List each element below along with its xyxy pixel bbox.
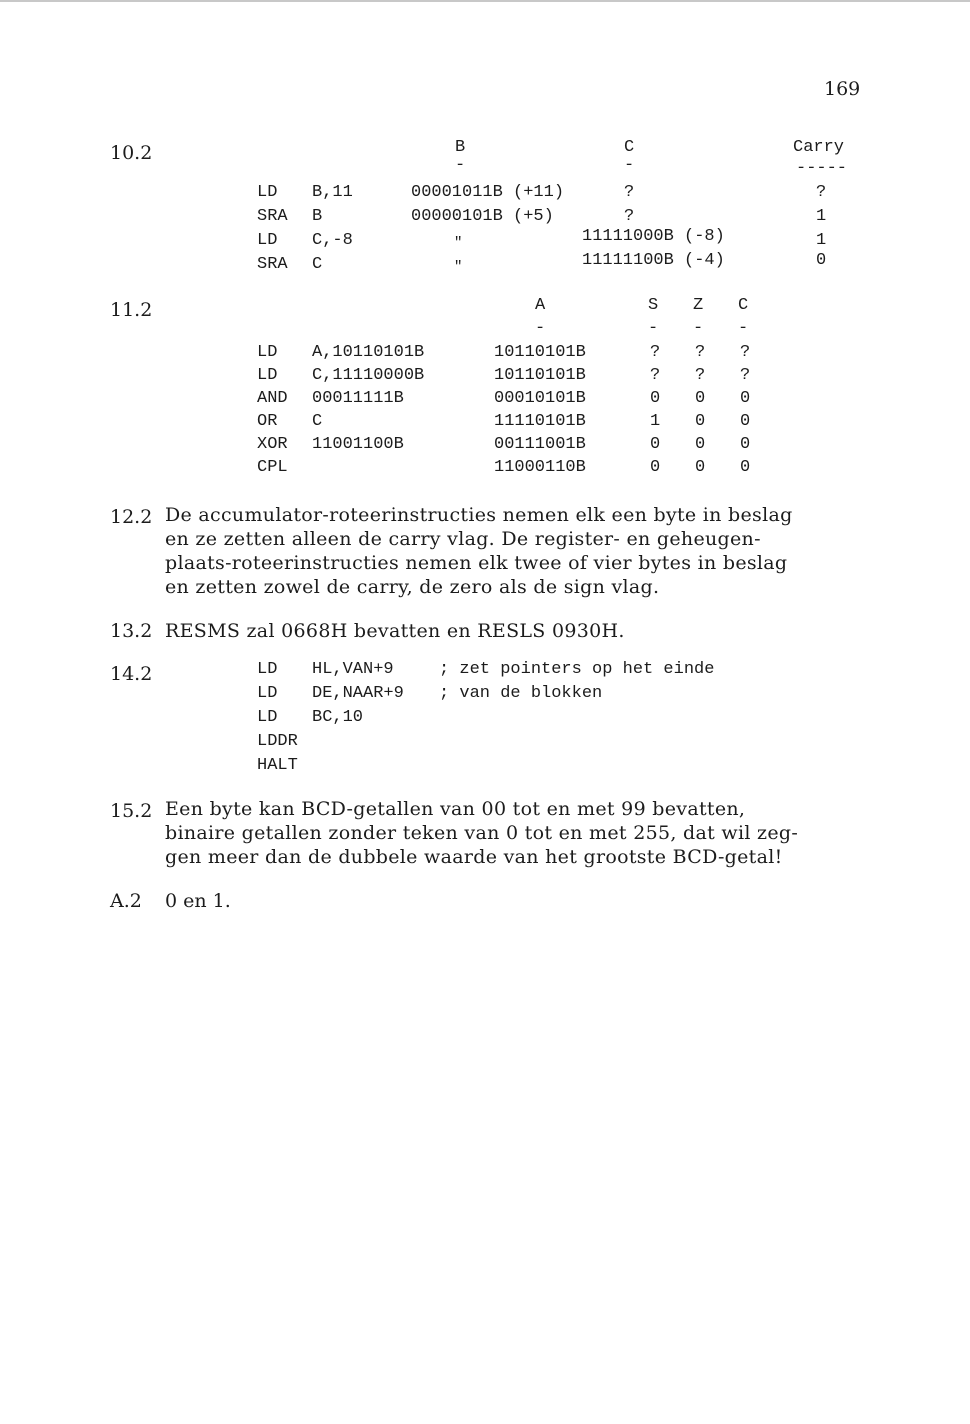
s10-row-3-op: LD <box>257 231 278 250</box>
section-14-2-number: 14.2 <box>110 663 153 685</box>
s11-row-3-arg: 00011111B <box>312 389 404 408</box>
header-b-underline: - <box>455 156 466 175</box>
s11-row-2-arg: C,11110000B <box>312 366 425 385</box>
top-edge-line <box>0 0 970 2</box>
s11-row-2-op: LD <box>257 366 278 385</box>
s11-row-3-z: 0 <box>695 389 706 408</box>
s14-row-5-op: HALT <box>257 756 298 775</box>
header-b: B <box>455 138 466 157</box>
s14-row-3-arg: BC,10 <box>312 708 364 727</box>
s10-row-4-carry: 0 <box>816 251 827 270</box>
header-c-underline: - <box>624 156 635 175</box>
s11-row-6-c: 0 <box>740 458 751 477</box>
s11-row-2-c: ? <box>740 366 751 385</box>
s12-line-1: De accumulator-roteerinstructies nemen elk een byte in beslag <box>165 504 793 526</box>
s11-row-5-c: 0 <box>740 435 751 454</box>
header-z-underline: - <box>693 319 704 338</box>
s11-row-2-s: ? <box>650 366 661 385</box>
header-z: Z <box>693 296 704 315</box>
s10-row-2-arg: B <box>312 207 323 226</box>
s11-row-6-z: 0 <box>695 458 706 477</box>
section-12-2-number: 12.2 <box>110 506 153 528</box>
s11-row-1-s: ? <box>650 343 661 362</box>
s10-row-2-b: 00000101B (+5) <box>411 207 554 226</box>
s11-row-4-s: 1 <box>650 412 661 431</box>
s14-row-2-op: LD <box>257 684 278 703</box>
section-a-2-text: 0 en 1. <box>165 890 231 912</box>
s10-row-4-op: SRA <box>257 255 288 274</box>
header-c: C <box>624 138 635 157</box>
s14-row-1-comment: ; zet pointers op het einde <box>439 660 715 679</box>
s10-row-2-op: SRA <box>257 207 288 226</box>
s11-row-5-op: XOR <box>257 435 288 454</box>
s14-row-2-arg: DE,NAAR+9 <box>312 684 404 703</box>
section-12-2-paragraph <box>165 503 793 599</box>
s10-row-4-arg: C <box>312 255 323 274</box>
s11-row-4-op: OR <box>257 412 278 431</box>
header-s: S <box>648 296 659 315</box>
s14-row-3-op: LD <box>257 708 278 727</box>
s11-row-1-z: ? <box>695 343 706 362</box>
s14-row-1-op: LD <box>257 660 278 679</box>
header-carry: Carry <box>793 138 845 157</box>
s14-row-2-comment: ; van de blokken <box>439 684 603 703</box>
page-number: 169 <box>824 78 861 100</box>
s11-row-5-z: 0 <box>695 435 706 454</box>
s10-row-4-c: 11111100B (-4) <box>582 251 725 270</box>
s11-row-3-c: 0 <box>740 389 751 408</box>
s11-row-1-a: 10110101B <box>494 343 586 362</box>
header-s-underline: - <box>648 319 659 338</box>
s11-row-1-c: ? <box>740 343 751 362</box>
s11-row-6-op: CPL <box>257 458 288 477</box>
s10-row-1-arg: B,11 <box>312 183 353 202</box>
section-15-2-paragraph <box>165 797 798 869</box>
header-carry-underline: ----- <box>796 159 848 178</box>
s15-line-2: binaire getallen zonder teken van 0 tot en met 255, dat wil zeg- <box>165 822 799 844</box>
s12-line-3: plaats-roteerinstructies nemen elk twee of vier bytes in beslag <box>165 552 788 574</box>
s10-row-3-b-ditto: " <box>454 235 463 251</box>
s11-row-2-z: ? <box>695 366 706 385</box>
header-a-underline: - <box>535 319 546 338</box>
section-15-2-number: 15.2 <box>110 800 153 822</box>
s11-row-6-s: 0 <box>650 458 661 477</box>
s11-row-1-op: LD <box>257 343 278 362</box>
s10-row-4-b-ditto: " <box>454 259 463 275</box>
s14-row-4-op: LDDR <box>257 732 298 751</box>
s11-row-2-a: 10110101B <box>494 366 586 385</box>
s10-row-3-c: 11111000B (-8) <box>582 227 725 246</box>
s11-row-6-a: 11000110B <box>494 458 586 477</box>
s10-row-1-c: ? <box>624 183 635 202</box>
s10-row-2-carry: 1 <box>816 207 827 226</box>
header-c2-underline: - <box>738 319 749 338</box>
s10-row-2-c: ? <box>624 207 635 226</box>
header-a: A <box>535 296 546 315</box>
s11-row-4-arg: C <box>312 412 323 431</box>
s10-row-1-op: LD <box>257 183 278 202</box>
s15-line-3: gen meer dan de dubbele waarde van het grootste BCD-getal! <box>165 846 783 868</box>
s15-line-1: Een byte kan BCD-getallen van 00 tot en met 99 bevatten, <box>165 798 746 820</box>
s11-row-4-a: 11110101B <box>494 412 586 431</box>
s14-row-1-arg: HL,VAN+9 <box>312 660 394 679</box>
s12-line-4: en zetten zowel de carry, de zero als de sign vlag. <box>165 576 660 598</box>
s10-row-1-b: 00001011B (+11) <box>411 183 565 202</box>
s11-row-4-z: 0 <box>695 412 706 431</box>
section-13-2-text: RESMS zal 0668H bevatten en RESLS 0930H. <box>165 620 625 642</box>
s10-row-1-carry: ? <box>816 183 827 202</box>
section-13-2-number: 13.2 <box>110 620 153 642</box>
s11-row-5-s: 0 <box>650 435 661 454</box>
s11-row-1-arg: A,10110101B <box>312 343 425 362</box>
s10-row-3-arg: C,-8 <box>312 231 353 250</box>
s11-row-3-a: 00010101B <box>494 389 586 408</box>
s11-row-3-op: AND <box>257 389 288 408</box>
s11-row-3-s: 0 <box>650 389 661 408</box>
s12-line-2: en ze zetten alleen de carry vlag. De register- en geheugen- <box>165 528 761 550</box>
section-a-2-number: A.2 <box>110 890 142 912</box>
s10-row-3-carry: 1 <box>816 231 827 250</box>
s11-row-5-a: 00111001B <box>494 435 586 454</box>
section-10-2-number: 10.2 <box>110 142 153 164</box>
section-11-2-number: 11.2 <box>110 299 153 321</box>
header-c2: C <box>738 296 749 315</box>
s11-row-4-c: 0 <box>740 412 751 431</box>
s11-row-5-arg: 11001100B <box>312 435 404 454</box>
